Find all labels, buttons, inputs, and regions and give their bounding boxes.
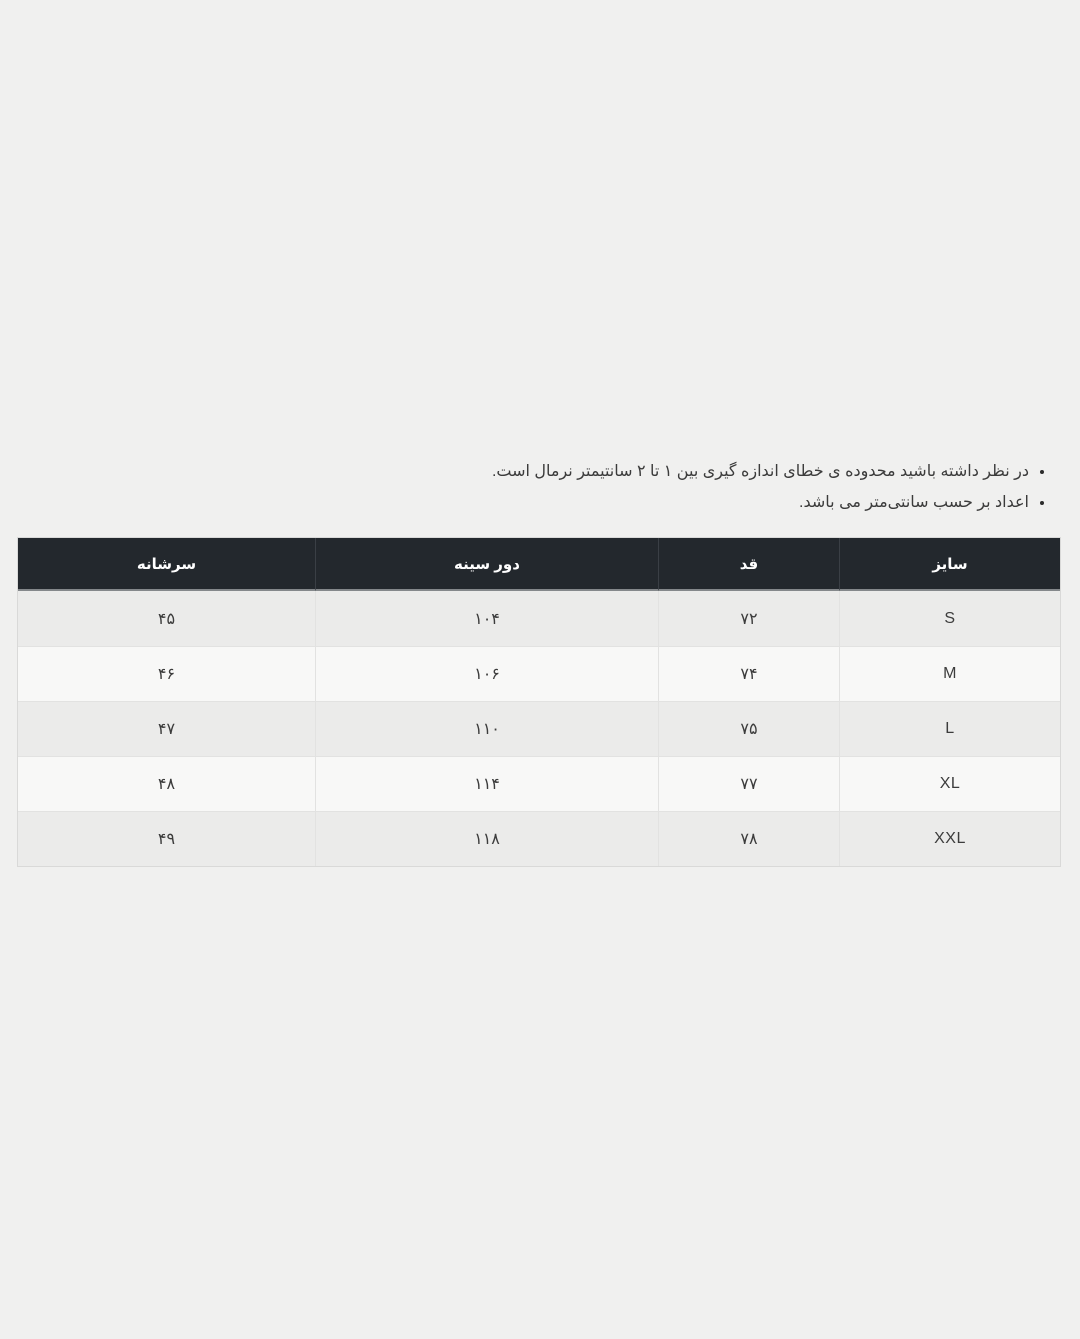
size-chart-body: [18, 591, 1060, 866]
cell-chest: ۱۱۰: [316, 701, 659, 756]
cell-shoulder: ۴۶: [18, 646, 316, 701]
table-row: [18, 811, 1060, 866]
table-row: [18, 756, 1060, 811]
column-header-chest: دور سینه: [316, 538, 659, 591]
cell-size: XL: [840, 756, 1060, 811]
cell-chest: ۱۰۶: [316, 646, 659, 701]
column-header-shoulder: سرشانه: [18, 538, 316, 591]
size-guide-section: [17, 456, 1059, 867]
cell-height: ۷۷: [659, 756, 840, 811]
cell-size: L: [840, 701, 1060, 756]
header-row: [18, 538, 1060, 591]
size-chart-table: [17, 537, 1061, 867]
cell-shoulder: ۴۸: [18, 756, 316, 811]
cell-height: ۷۵: [659, 701, 840, 756]
cell-shoulder: ۴۹: [18, 811, 316, 866]
cell-height: ۷۸: [659, 811, 840, 866]
column-header-size: سایز: [840, 538, 1060, 591]
note-measurement-tolerance: • در نظر داشته باشید محدوده ی خطای اندازه گیری بین ۱ تا ۲ سانتیمتر نرمال است.: [17, 456, 1029, 487]
size-chart-header: [18, 538, 1060, 591]
measurement-notes-list: [17, 456, 1059, 518]
cell-shoulder: ۴۷: [18, 701, 316, 756]
cell-shoulder: ۴۵: [18, 591, 316, 646]
cell-height: ۷۴: [659, 646, 840, 701]
note-units-centimeter: • اعداد بر حسب سانتی‌متر می باشد.: [17, 487, 1029, 518]
table-row: [18, 591, 1060, 646]
column-header-height: قد: [659, 538, 840, 591]
cell-chest: ۱۱۸: [316, 811, 659, 866]
cell-chest: ۱۱۴: [316, 756, 659, 811]
cell-size: M: [840, 646, 1060, 701]
cell-size: S: [840, 591, 1060, 646]
cell-chest: ۱۰۴: [316, 591, 659, 646]
table-row: [18, 701, 1060, 756]
cell-height: ۷۲: [659, 591, 840, 646]
cell-size: XXL: [840, 811, 1060, 866]
table-row: [18, 646, 1060, 701]
